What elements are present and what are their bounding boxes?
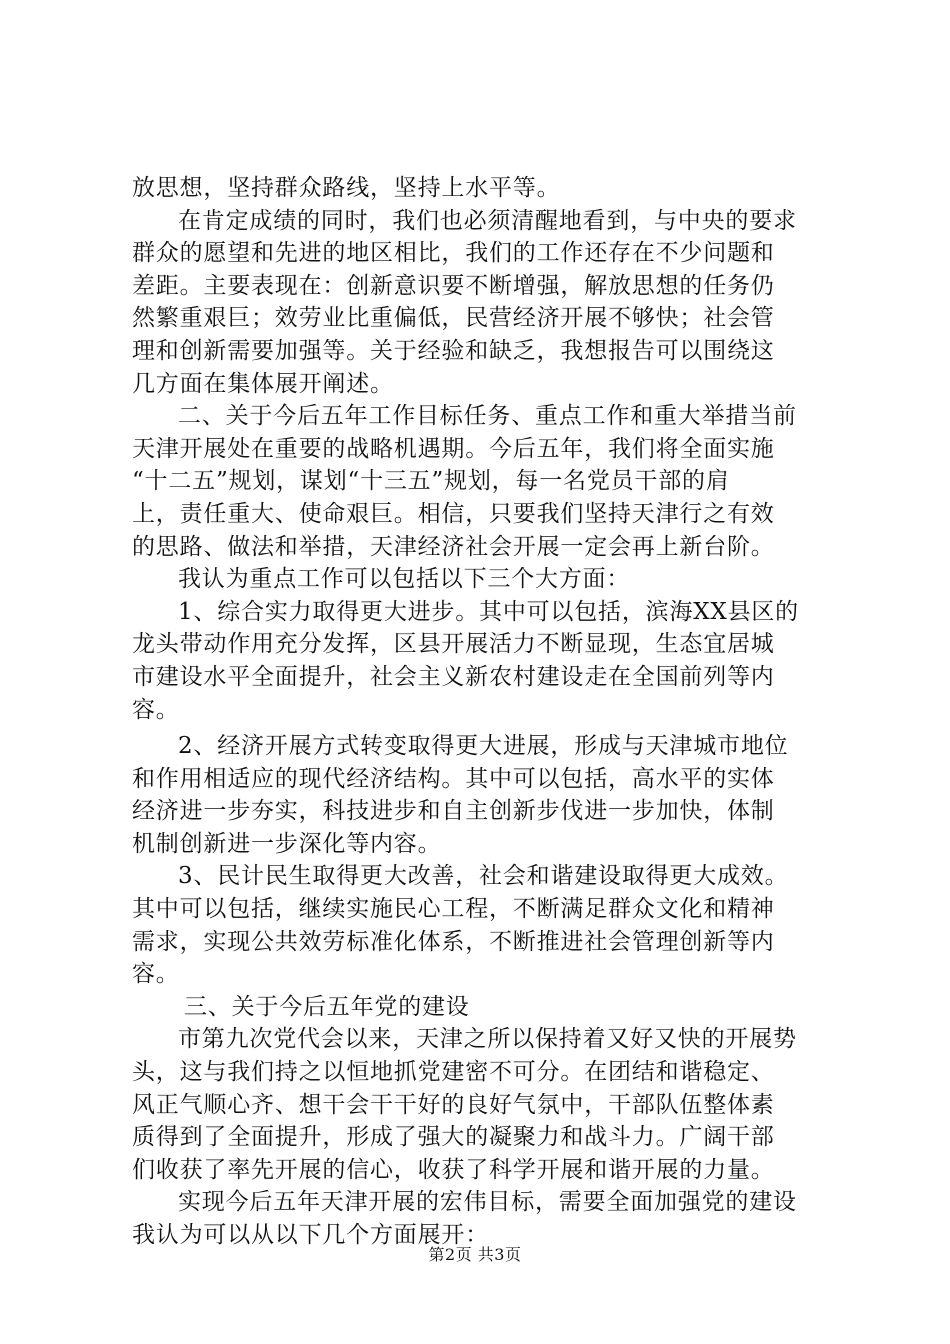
text-line: 容。 <box>132 961 180 988</box>
text-line: 理和创新需要加强等。关于经验和缺乏，我想报告可以围绕这 <box>132 337 775 364</box>
text-line: 我认为可以从以下几个方面展开： <box>132 1222 489 1248</box>
text-line: 质得到了全面提升，形成了强大的凝聚力和战斗力。广阔干部 <box>132 1124 775 1151</box>
text-line: 其中可以包括，继续实施民心工程，不断满足群众文化和精神 <box>132 896 775 923</box>
text-line: 上，责任重大、使命艰巨。相信，只要我们坚持天津行之有效 <box>132 500 775 527</box>
text-line: 容。 <box>132 696 180 723</box>
text-line: 机制创新进一步深化等内容。 <box>132 830 442 857</box>
text-line: “十二五”规划，谋划“十三五”规划，每一名党员干部的肩 <box>132 468 730 495</box>
text-line: 经济进一步夯实，科技进步和自主创新步伐进一步加快，体制 <box>132 798 775 825</box>
text-line: 几方面在集体展开阐述。 <box>132 370 394 397</box>
text-line: 1、综合实力取得更大进步。其中可以包括，滨海XX县区的 <box>178 598 799 625</box>
text-line: 风正气顺心齐、想干会干干好的良好气氛中，干部队伍整体素 <box>132 1091 775 1118</box>
text-line: 差距。主要表现在：创新意识要不断增强，解放思想的任务仍 <box>132 272 775 299</box>
text-line: 放思想，坚持群众路线，坚持上水平等。 <box>132 175 561 201</box>
text-line: 三、关于今后五年党的建设 <box>184 993 470 1020</box>
text-line: 的思路、做法和举措，天津经济社会开展一定会再上新台阶。 <box>132 533 775 560</box>
page-footer: 第2页 共3页 <box>428 1245 522 1264</box>
text-line: 们收获了率先开展的信心，收获了科学开展和谐开展的力量。 <box>132 1156 775 1183</box>
text-line: 市建设水平全面提升，社会主义新农村建设走在全国前列等内 <box>132 663 775 690</box>
text-line: 2、经济开展方式转变取得更大进展，形成与天津城市地位 <box>178 733 789 760</box>
text-line: 群众的愿望和先进的地区相比，我们的工作还存在不少问题和 <box>132 240 775 267</box>
text-line: 然繁重艰巨；效劳业比重偏低，民营经济开展不够快；社会管 <box>132 305 775 332</box>
text-line: 龙头带动作用充分发挥，区县开展活力不断显现，生态宜居城 <box>132 631 775 658</box>
text-line: 需求，实现公共效劳标准化体系，不断推进社会管理创新等内 <box>132 928 775 955</box>
text-line: 实现今后五年天津开展的宏伟目标，需要全面加强党的建设 <box>178 1189 797 1216</box>
text-line: 在肯定成绩的同时，我们也必须清醒地看到，与中央的要求 <box>178 207 797 234</box>
text-line: 二、关于今后五年工作目标任务、重点工作和重大举措当前 <box>178 403 797 430</box>
text-line: 我认为重点工作可以包括以下三个大方面： <box>178 566 631 593</box>
document-body <box>132 172 842 1252</box>
text-line: 3、民计民生取得更大改善，社会和谐建设取得更大成效。 <box>178 863 789 890</box>
text-line: 市第九次党代会以来，天津之所以保持着又好又快的开展势 <box>178 1026 797 1053</box>
text-line: 和作用相适应的现代经济结构。其中可以包括，高水平的实体 <box>132 765 775 792</box>
text-line: 天津开展处在重要的战略机遇期。今后五年，我们将全面实施 <box>132 435 775 462</box>
text-line: 头，这与我们持之以恒地抓党建密不可分。在团结和谐稳定、 <box>132 1059 775 1086</box>
